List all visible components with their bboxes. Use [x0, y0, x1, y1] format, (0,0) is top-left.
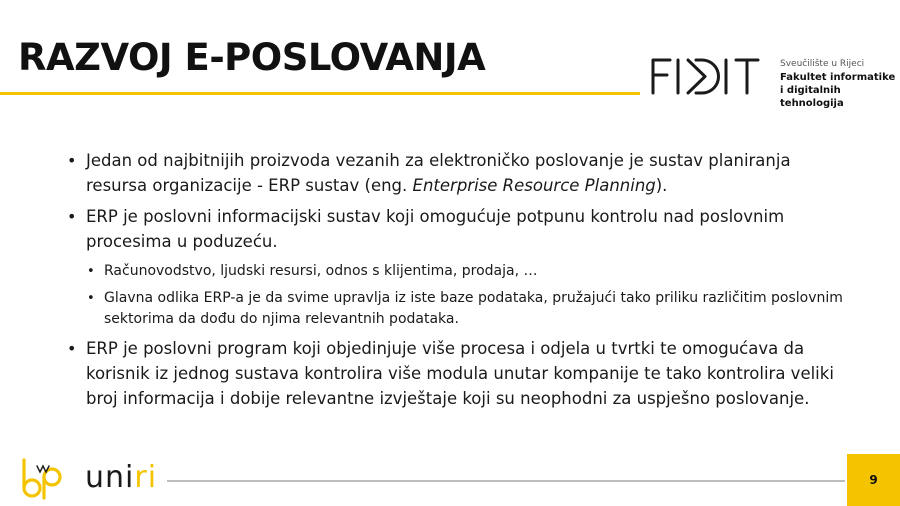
- slide-title: RAZVOJ E-POSLOVANJA: [18, 36, 486, 79]
- bullet-erp-intro-italic: Enterprise Resource Planning: [412, 176, 656, 195]
- bullet-erp-definition: [64, 204, 844, 330]
- sub-bullet-list: [86, 261, 844, 330]
- sub-bullet-areas: • Računovodstvo, ljudski resursi, odnos s klijentima, prodaja, …: [86, 261, 844, 282]
- uniri-logo: [85, 462, 157, 494]
- university-name: Sveučilište u Rijeci: [780, 59, 865, 69]
- faculty-name-line2: i digitalnih tehnologija: [780, 85, 844, 109]
- fidit-logo-icon: [650, 56, 762, 96]
- bullet-erp-intro-end: ).: [655, 176, 668, 195]
- uniri-logo-uni: uni: [85, 460, 135, 495]
- title-underline: [0, 92, 640, 95]
- footer-rule: [167, 480, 845, 482]
- faculty-name-line1: Fakultet informatike: [780, 72, 896, 83]
- bullet-erp-program: • ERP je poslovni program koji objedinjuje više procesa i odjela u tvrtki te omogućava da korisnik iz jednog sustava kontrolira više modula unutar kompanije te tako kontrolira veliki broj informacija i dobije relevantne izvještaje koji su neophodni za uspješno poslovanje.: [64, 336, 844, 411]
- page-number-box: [847, 454, 900, 506]
- faculty-name: [780, 58, 900, 110]
- bullet-erp-intro: [64, 148, 844, 198]
- bullet-list: [64, 148, 844, 411]
- page-number: 9: [869, 473, 878, 487]
- uniri-logo-ri: ri: [134, 460, 158, 495]
- bp-logo-icon: [20, 458, 66, 500]
- sub-bullet-database: • Glavna odlika ERP-a je da svime upravlja iz iste baze podataka, pružajući tako priliku različitim poslovnim sektorima da dođu do njima relevantnih podataka.: [86, 288, 844, 330]
- bullet-erp-intro-text: Jedan od najbitnijih proizvoda vezanih za elektroničko poslovanje je sustav planiranja resursa organizacije - ERP sustav (eng.: [86, 151, 791, 195]
- bullet-erp-definition-text: ERP je poslovni informacijski sustav koji omogućuje potpunu kontrolu nad poslovnim procesima u poduzeću.: [86, 207, 785, 251]
- slide-content: [64, 148, 844, 417]
